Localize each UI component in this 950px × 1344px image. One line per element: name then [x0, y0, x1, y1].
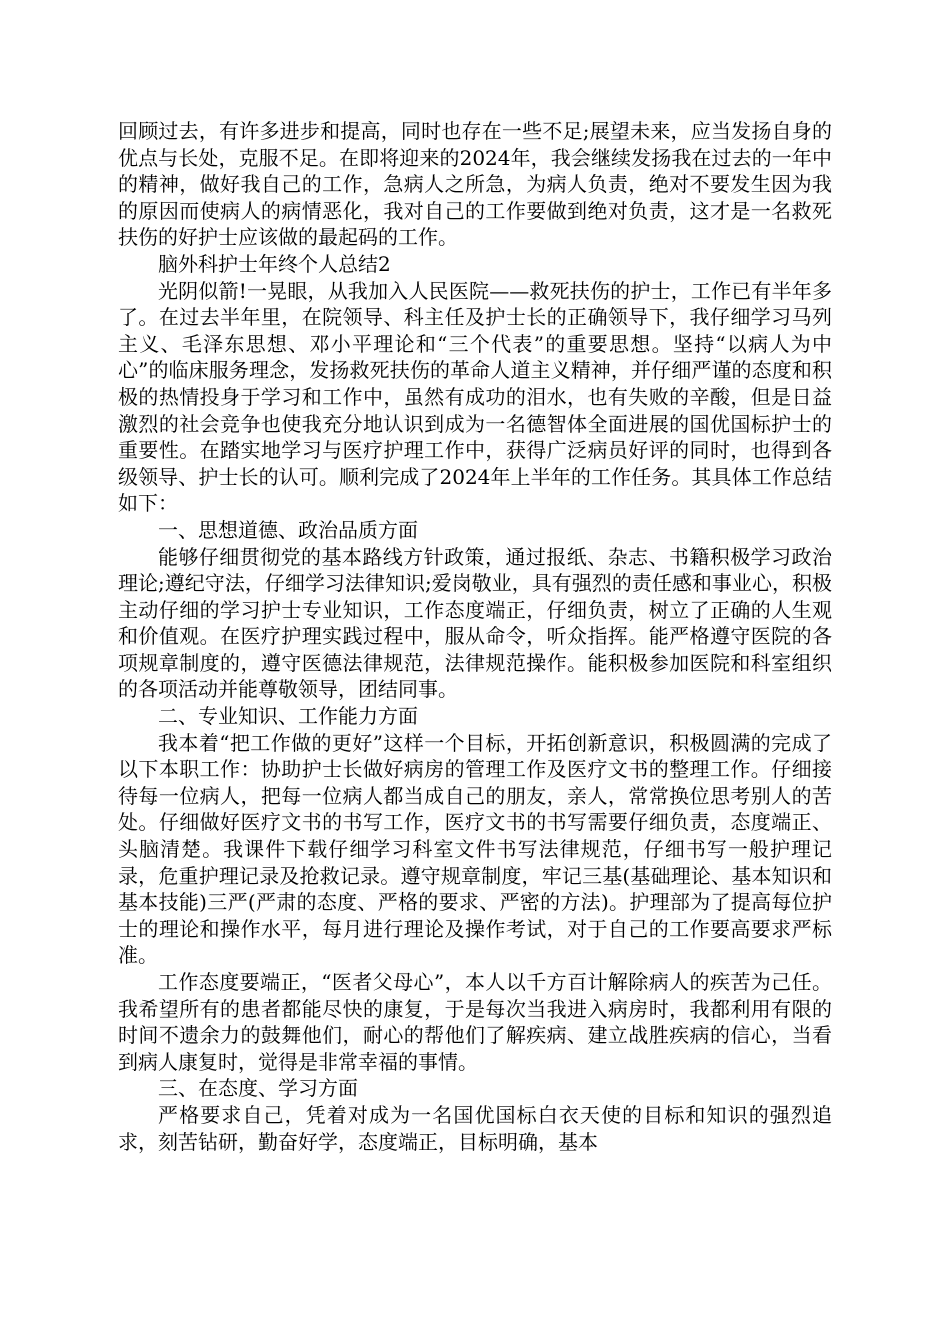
section-heading-ideology: 一、思想道德、政治品质方面 — [158, 517, 418, 542]
section-heading-study: 三、在态度、学习方面 — [158, 1076, 358, 1101]
paragraph-professional: 我本着“把工作做的更好”这样一个目标，开拓创新意识，积极圆满的完成了以下本职工作：协助护士长做好病房的管理工作及医疗文书的整理工作。仔细接待每一位病人，把每一位病人都当成自己的朋友，亲人，常常换位思考别人的苦处。仔细做好医疗文书的书写工作，医疗文书的书写需要仔细负责，态度端正、头脑清楚。我课件下载仔细学习科室文件书写法律规范，仔细书写一般护理记录，危重护理记录及抢救记录。遵守规章制度，牢记三基(基础理论、基本知识和基本技能)三严(严肃的态度、严格的要求、严密的方法)。护理部为了提高每位护士的理论和操作水平，每月进行理论及操作考试，对于自己的工作要高要求严标准。 — [118, 730, 832, 968]
section-heading-professional: 二、专业知识、工作能力方面 — [158, 704, 418, 729]
document-body — [118, 118, 832, 1155]
paragraph-intro: 光阴似箭!一晃眼，从我加入人民医院——救死扶伤的护士，工作已有半年多了。在过去半年里，在院领导、科主任及护士长的正确领导下，我仔细学习马列主义、毛泽东思想、邓小平理论和“三个代表”的重要思想。坚持“以病人为中心”的临床服务理念，发扬救死扶伤的革命人道主义精神，并仔细严谨的态度和积极的热情投身于学习和工作中，虽然有成功的泪水，也有失败的辛酸，但是日益激烈的社会竞争也使我充分地认识到成为一名德智体全面进展的国优国标护士的重要性。在踏实地学习与医疗护理工作中，获得广泛病员好评的同时，也得到各级领导、护士长的认可。顺利完成了2024年上半年的工作任务。其具体工作总结如下： — [118, 278, 832, 516]
paragraph-attitude: 工作态度要端正，“医者父母心”，本人以千方百计解除病人的疾苦为己任。我希望所有的患者都能尽快的康复，于是每次当我进入病房时，我都利用有限的时间不遗余力的鼓舞他们，耐心的帮他们了解疾病、建立战胜疾病的信心，当看到病人康复时，觉得是非常幸福的事情。 — [118, 970, 832, 1074]
paragraph-ideology: 能够仔细贯彻党的基本路线方针政策，通过报纸、杂志、书籍积极学习政治理论;遵纪守法，仔细学习法律知识;爱岗敬业，具有强烈的责任感和事业心，积极主动仔细的学习护士专业知识，工作态度端正，仔细负责，树立了正确的人生观和价值观。在医疗护理实践过程中，服从命令，听众指挥。能严格遵守医院的各项规章制度的，遵守医德法律规范，法律规范操作。能积极参加医院和科室组织的各项活动并能尊敬领导，团结同事。 — [118, 544, 832, 702]
section-heading-summary-2: 脑外科护士年终个人总结2 — [158, 251, 391, 276]
paragraph-study: 严格要求自己，凭着对成为一名国优国标白衣天使的目标和知识的强烈追求，刻苦钻研，勤奋好学，态度端正，目标明确，基本 — [118, 1102, 832, 1154]
paragraph-review: 回顾过去，有许多进步和提高，同时也存在一些不足;展望未来，应当发扬自身的优点与长处，克服不足。在即将迎来的2024年，我会继续发扬我在过去的一年中的精神，做好我自己的工作，急病人之所急，为病人负责，绝对不要发生因为我的原因而使病人的病情恶化，我对自己的工作要做到绝对负责，这才是一名救死扶伤的好护士应该做的最起码的工作。 — [118, 119, 832, 250]
